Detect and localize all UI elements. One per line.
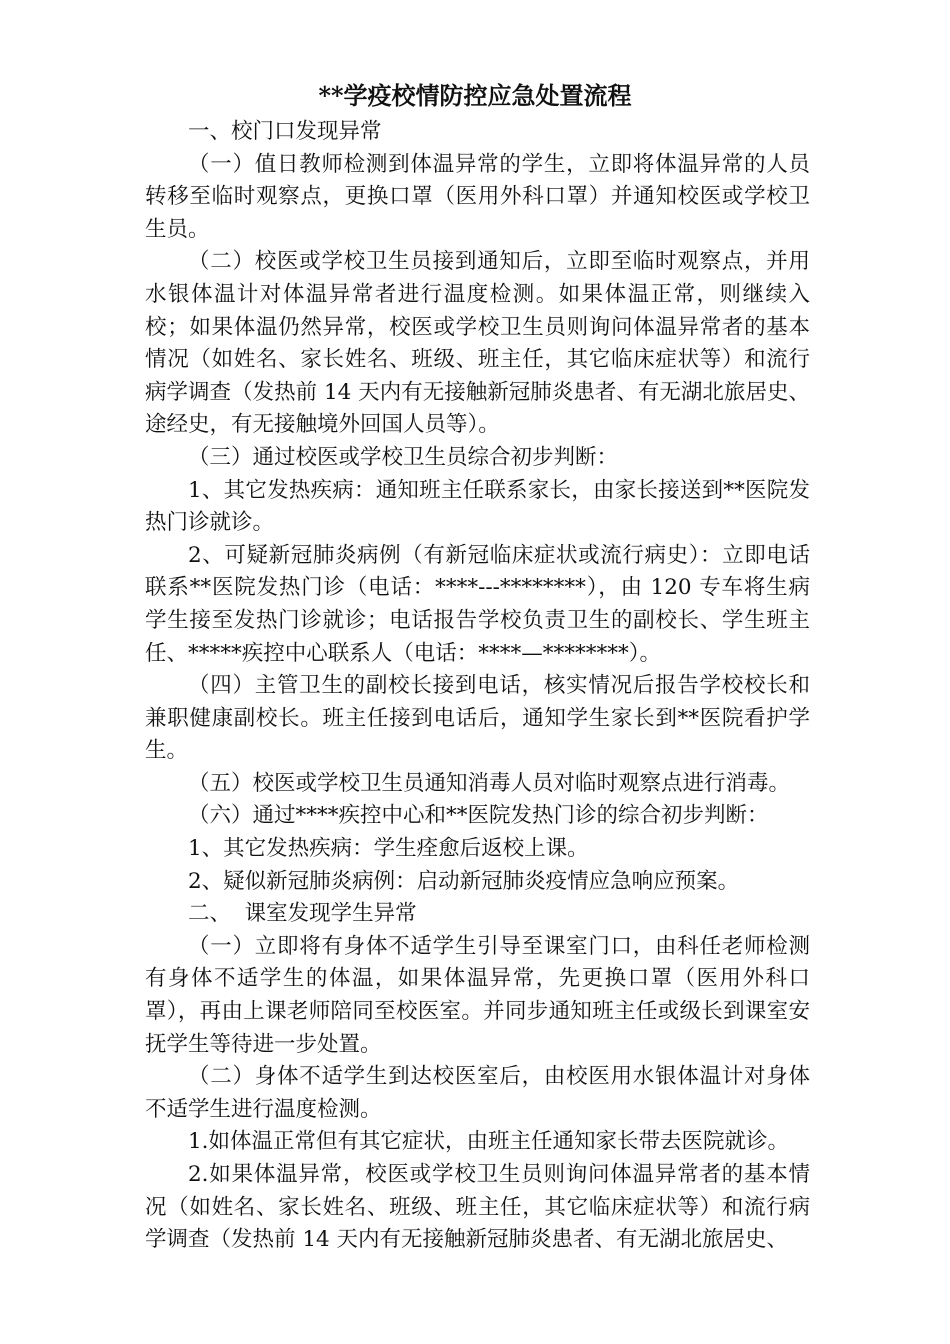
page-title: **学疫校情防控应急处置流程 <box>318 81 632 110</box>
paragraph: （一）立即将有身体不适学生引导至课室门口，由科任老师检测有身体不适学生的体温，如果体温异常，先更换口罩（医用外科口罩），再由上课老师陪同至校医室。并同步通知班主任或级长到课室安抚学生等待进一步处置。 <box>145 933 810 1057</box>
section-heading-1: 一、校门口发现异常 <box>188 119 382 144</box>
list-item: 2、可疑新冠肺炎病例（有新冠临床症状或流行病史）：立即电话联系**医院发热门诊（电话：****---********），由 120 专车将生病学生接至发热门诊就诊；电话报告学校负责卫生的副校长、学生班主任、*****疾控中心联系人（电话：****—********）。 <box>145 542 810 666</box>
paragraph: （三）通过校医或学校卫生员综合初步判断： <box>188 444 619 470</box>
document-body <box>145 116 810 1257</box>
list-item: 1、其它发热疾病：学生痊愈后返校上课。 <box>188 836 589 862</box>
list-item: 2、疑似新冠肺炎病例：启动新冠肺炎疫情应急响应预案。 <box>188 868 740 894</box>
section-heading-2: 二、 课室发现学生异常 <box>188 901 417 927</box>
list-item: 1.如体温正常但有其它症状，由班主任通知家长带去医院就诊。 <box>188 1129 790 1155</box>
paragraph: （二）校医或学校卫生员接到通知后，立即至临时观察点，并用水银体温计对体温异常者进行温度检测。如果体温正常，则继续入校；如果体温仍然异常，校医或学校卫生员则询问体温异常者的基本情况（如姓名、家长姓名、班级、班主任，其它临床症状等）和流行病学调查（发热前 14 天内有无接触新冠肺炎患者、有无湖北旅居史、途经史，有无接触境外回国人员等）。 <box>145 249 810 438</box>
list-item: 2.如果体温异常，校医或学校卫生员则询问体温异常者的基本情况（如姓名、家长姓名、班级、班主任，其它临床症状等）和流行病学调查（发热前 14 天内有无接触新冠肺炎患者、有无湖北旅居史、 <box>145 1162 810 1253</box>
paragraph: （一）值日教师检测到体温异常的学生，立即将体温异常的人员转移至临时观察点，更换口罩（医用外科口罩）并通知校医或学校卫生员。 <box>145 151 810 242</box>
paragraph: （四）主管卫生的副校长接到电话，核实情况后报告学校校长和兼职健康副校长。班主任接到电话后，通知学生家长到**医院看护学生。 <box>145 673 810 764</box>
paragraph: （二）身体不适学生到达校医室后，由校医用水银体温计对身体不适学生进行温度检测。 <box>145 1064 810 1122</box>
paragraph: （五）校医或学校卫生员通知消毒人员对临时观察点进行消毒。 <box>188 770 791 796</box>
paragraph: （六）通过****疾控中心和**医院发热门诊的综合初步判断： <box>188 803 769 829</box>
list-item: 1、其它发热疾病：通知班主任联系家长，由家长接送到**医院发热门诊就诊。 <box>145 477 810 536</box>
